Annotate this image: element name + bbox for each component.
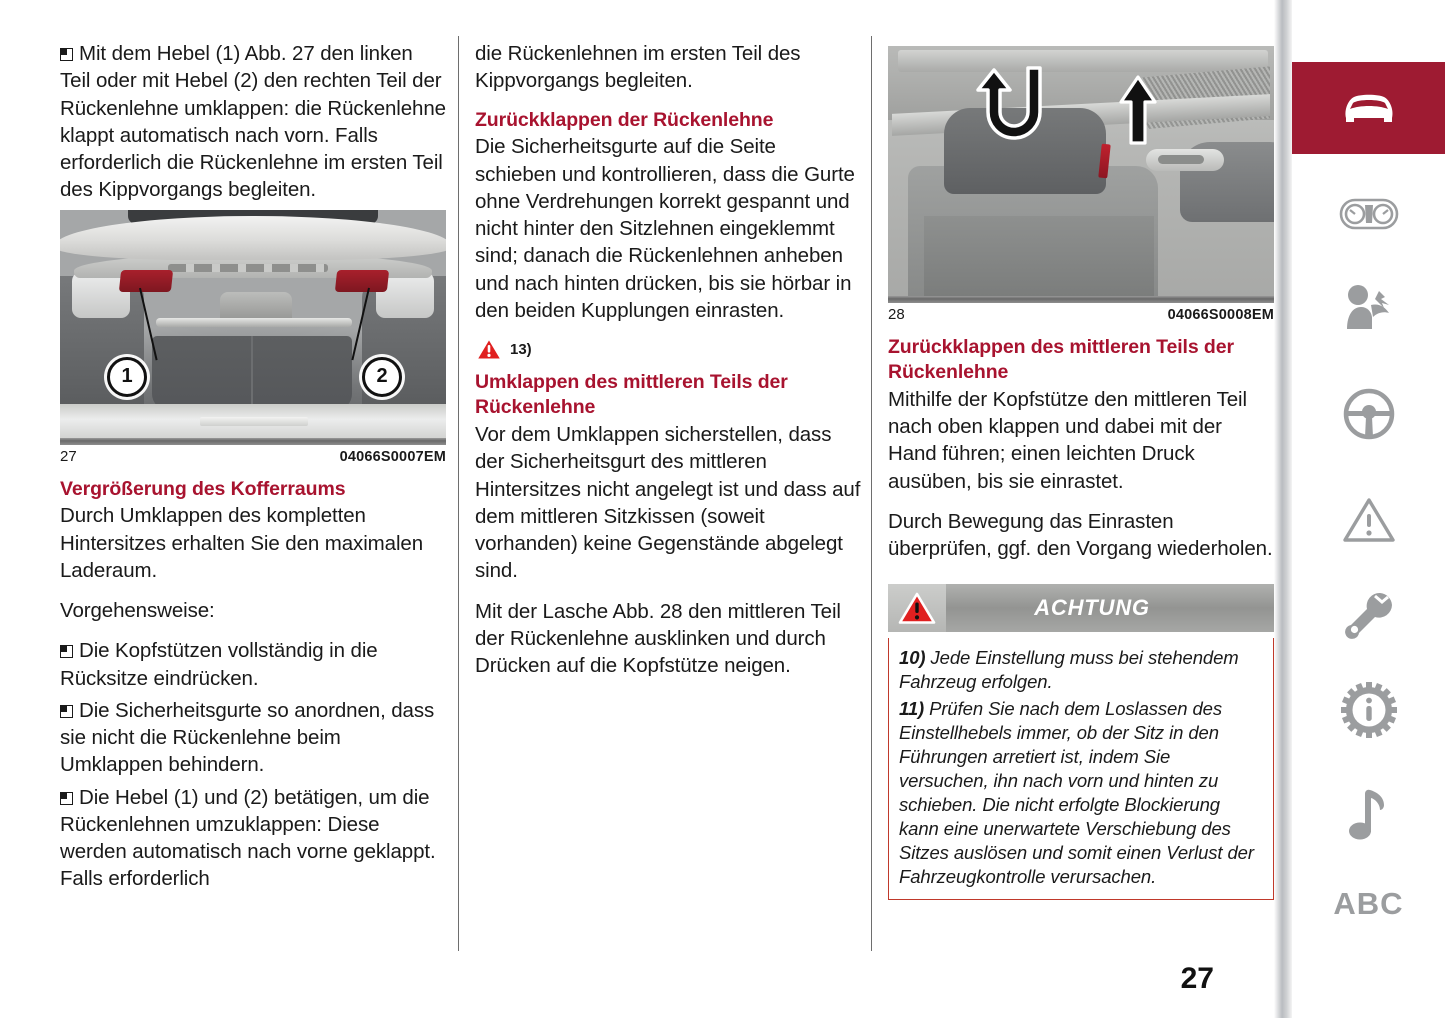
wrench-icon <box>1342 589 1396 643</box>
figure-27-caption <box>60 448 446 465</box>
section-heading-zurueckklappen-mitte: Zurückklappen des mittleren Teils der Rückenlehne <box>888 336 1234 383</box>
warning-note <box>899 646 1263 694</box>
release-lever-1 <box>119 270 173 292</box>
trunk-seat-split <box>251 336 253 410</box>
figure-27-image <box>60 210 446 438</box>
warning-note-reference <box>475 337 861 361</box>
warning-note-number: 13) <box>510 340 532 358</box>
trunk-floor-strip <box>200 417 308 426</box>
figure-28-number: 28 <box>888 306 905 323</box>
figure-28-caption <box>888 306 1274 323</box>
sidebar-item-info[interactable] <box>1292 664 1445 756</box>
dashboard-gauges-icon <box>1338 192 1400 236</box>
page-spine-shadow <box>1274 0 1292 1018</box>
warning-note-text: Jede Einstellung muss bei stehendem Fahrzeug erfolgen. <box>899 647 1239 693</box>
list-item <box>60 697 446 779</box>
list-item-text: Die Sicherheitsgurte so anordnen, dass sie nicht die Rückenlehne beim Umklappen behindern. <box>60 698 435 777</box>
square-bullet-icon <box>60 705 73 718</box>
warning-note <box>899 697 1263 889</box>
text-column-1 <box>60 40 446 898</box>
warning-note-text: Prüfen Sie nach dem Loslassen des Einstellhebels immer, ob der Sitz in den Führungen arretiert ist, indem Sie versuchen, ihn nach vorn und hinten zu schieben. Die nicht erfolgte Blockierung kann eine unerwartete Verschiebung des Sitzes auslösen und somit einen Verlust der Fahrzeugkontrolle verursachen. <box>899 697 1254 887</box>
airbag-safety-icon <box>1341 283 1397 333</box>
list-item-text: Die Hebel (1) und (2) betätigen, um die Rückenlehnen umzuklappen: Diese werden automatisch nach vorne geklappt. Falls erforderlich <box>60 785 436 891</box>
paragraph: die Rückenlehnen im ersten Teil des Kippvorgangs begleiten. <box>475 42 801 93</box>
figure-27-code: 04066S0007EM <box>339 448 446 465</box>
paragraph: Vor dem Umklappen sicherstellen, dass der Sicherheitsgurt des mittleren Hintersitzes nicht angelegt ist und dass auf dem mittleren Sitzkissen (soweit vorhanden) keine Gegenstände abgelegt sind. <box>475 423 861 583</box>
paragraph: Durch Umklappen des kompletten Hintersitzes erhalten Sie den maximalen Laderaum. <box>60 504 423 582</box>
warning-note-number: 11) <box>899 697 925 719</box>
seat-handle <box>1146 149 1224 171</box>
column-divider-1 <box>458 36 459 951</box>
warning-note-number: 10) <box>899 647 926 669</box>
warning-icon-container <box>888 584 946 632</box>
fold-down-arrow-icon <box>970 64 1048 146</box>
warning-box-title: ACHTUNG <box>1034 595 1150 621</box>
warning-triangle-icon <box>898 592 936 625</box>
chapter-sidebar <box>1292 0 1445 1018</box>
figure-28-rule <box>888 296 1274 303</box>
figure-28-code: 04066S0008EM <box>1167 307 1274 323</box>
sidebar-item-airbag[interactable] <box>1292 262 1445 354</box>
figure-28 <box>888 46 1274 323</box>
sidebar-item-dashboard[interactable] <box>1292 168 1445 260</box>
abc-index-icon: ABC <box>1333 886 1404 921</box>
figure-28-image <box>888 46 1274 296</box>
text-column-3 <box>888 40 1274 900</box>
column-divider-2 <box>871 36 872 951</box>
trunk-vents <box>168 264 328 272</box>
music-note-icon <box>1346 786 1392 842</box>
list-item <box>60 40 446 204</box>
square-bullet-icon <box>60 645 73 658</box>
text-column-2 <box>475 40 861 692</box>
section-heading-zurueckklappen: Zurückklappen der Rückenlehne <box>475 108 774 131</box>
sidebar-item-index[interactable] <box>1292 858 1445 950</box>
list-item <box>60 784 446 893</box>
warning-box-header <box>888 584 1274 632</box>
sidebar-item-service[interactable] <box>1292 570 1445 662</box>
paragraph: Durch Bewegung das Einrasten überprüfen, ggf. den Vorgang wiederholen. <box>888 509 1273 561</box>
callout-number-2: 2 <box>362 357 402 397</box>
figure-27-rule <box>60 438 446 445</box>
warning-triangle-icon <box>475 337 503 361</box>
paragraph: Mithilfe der Kopfstütze den mittleren Teil nach oben klappen und dabei mit der Hand führen; einen leichten Druck ausüben, bis sie einrastet. <box>888 387 1247 493</box>
trunk-cross-bar <box>156 318 352 327</box>
paragraph: Die Sicherheitsgurte auf die Seite schieben und kontrollieren, dass die Gurte ohne Verdrehungen korrekt gespannt und nicht hinter den Sitzlehnen eingeklemmt sind; danach die Rückenlehnen anheben und nach hinten drücken, bis sie hörbar in den beiden Kupplungen einrasten. <box>475 135 855 322</box>
list-item-text: Die Kopfstützen vollständig in die Rücksitze eindrücken. <box>60 639 378 690</box>
section-heading-umklappen-mitte: Umklappen des mittleren Teils der Rückenlehne <box>475 371 788 419</box>
rear-window <box>898 50 1268 72</box>
paragraph: Mit der Lasche Abb. 28 den mittleren Teil der Rückenlehne ausklinken und durch Drücken auf die Kopfstütze neigen. <box>475 599 841 678</box>
sidebar-item-car[interactable] <box>1292 62 1445 154</box>
paragraph: Vorgehensweise: <box>60 599 215 623</box>
warning-box-body <box>888 638 1274 899</box>
sidebar-item-audio[interactable] <box>1292 768 1445 860</box>
release-lever-2 <box>335 270 389 292</box>
gear-info-icon <box>1341 682 1397 738</box>
figure-27 <box>60 210 446 465</box>
square-bullet-icon <box>60 792 73 805</box>
sidebar-item-warning[interactable] <box>1292 474 1445 566</box>
warning-box <box>888 584 1274 899</box>
car-icon <box>1338 88 1400 128</box>
section-heading-kofferraum: Vergrößerung des Kofferraums <box>60 477 346 500</box>
square-bullet-icon <box>60 48 73 61</box>
list-item-text: Mit dem Hebel (1) Abb. 27 den linken Teil oder mit Hebel (2) den rechten Teil der Rückenlehne umklappen: die Rückenlehne klappt automatisch nach vorn. Falls erforderlich die Rückenlehne im ersten Teil des Kippvorgangs begleiten. <box>60 42 446 202</box>
seat-backrest-lower <box>924 216 1154 296</box>
sidebar-item-steering[interactable] <box>1292 368 1445 460</box>
figure-27-number: 27 <box>60 447 77 465</box>
list-item <box>60 637 446 692</box>
callout-number-1: 1 <box>107 357 147 397</box>
steering-wheel-icon <box>1342 387 1396 441</box>
warning-triangle-icon <box>1341 496 1397 544</box>
page-number: 27 <box>1180 962 1214 995</box>
lift-up-arrow-icon <box>1118 74 1158 146</box>
